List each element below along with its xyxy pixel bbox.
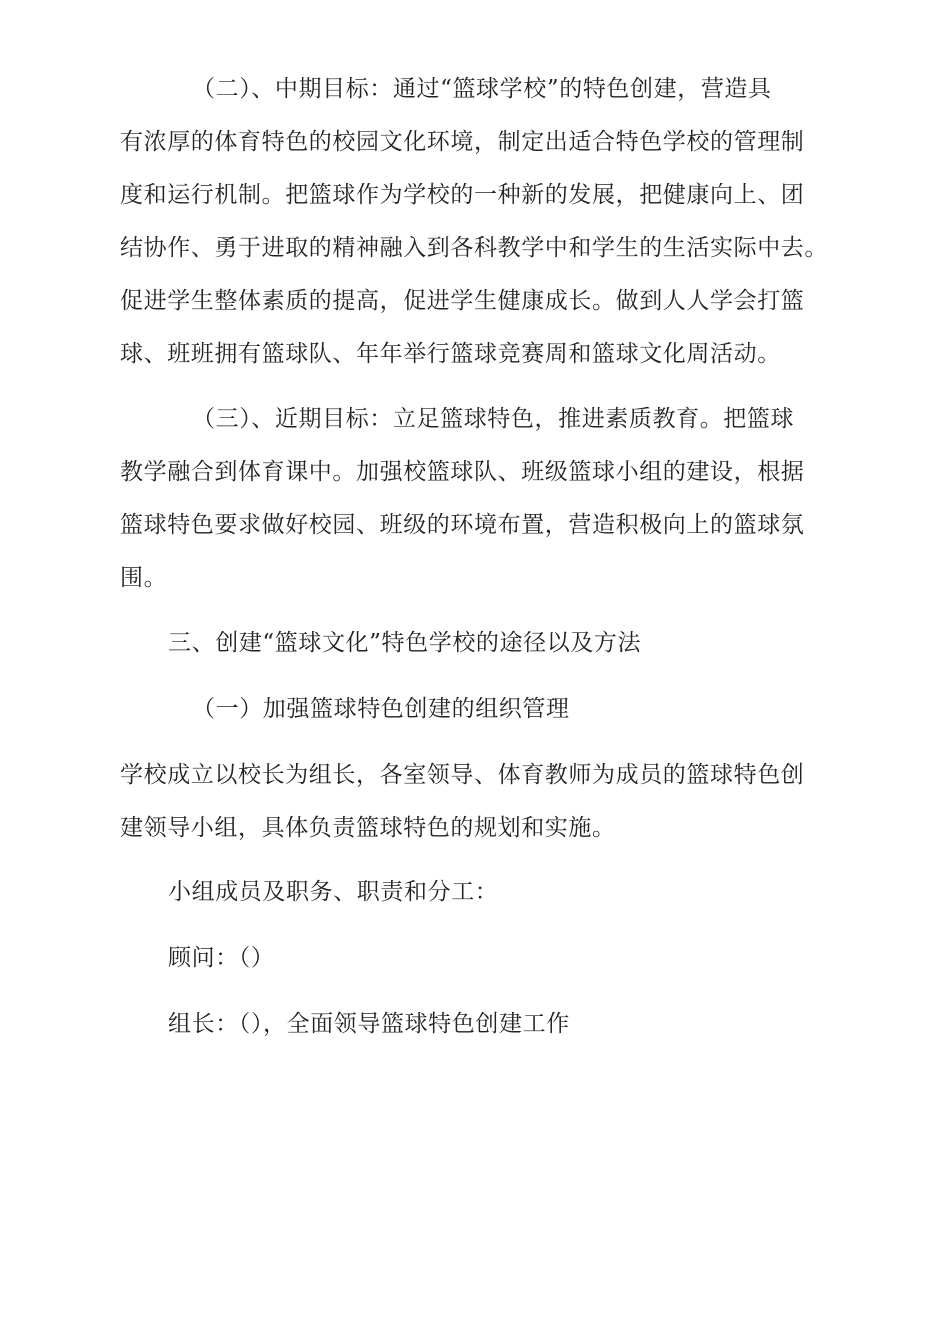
text-line: 促进学生整体素质的提高，促进学生健康成长。做到人人学会打篮 (120, 288, 805, 314)
text-line: 球、班班拥有篮球队、年年举行篮球竞赛周和篮球文化周活动。 (120, 341, 781, 367)
text-line: （二）、中期目标：通过“篮球学校”的特色创建，营造具 (192, 76, 772, 102)
subsection-heading: （一）加强篮球特色创建的组织管理 (192, 696, 570, 722)
text-line: 建领导小组，具体负责篮球特色的规划和实施。 (120, 815, 616, 841)
text-line: 组长：（），全面领导篮球特色创建工作 (168, 1011, 570, 1037)
text-line: 围。 (120, 565, 168, 591)
text-line: 度和运行机制。把篮球作为学校的一种新的发展，把健康向上、团 (120, 182, 805, 208)
text-line: 小组成员及职务、职责和分工： (168, 879, 499, 905)
section-heading: 三、创建“篮球文化”特色学校的途径以及方法 (168, 630, 642, 656)
text-line: 有浓厚的体育特色的校园文化环境，制定出适合特色学校的管理制 (120, 129, 805, 155)
text-line: 顾问：（） (168, 945, 275, 971)
text-line: 学校成立以校长为组长，各室领导、体育教师为成员的篮球特色创 (120, 762, 805, 788)
text-line: （三）、近期目标：立足篮球特色，推进素质教育。把篮球 (192, 406, 795, 432)
text-line: 篮球特色要求做好校园、班级的环境布置，营造积极向上的篮球氛 (120, 512, 805, 538)
text-line: 结协作、勇于进取的精神融入到各科教学中和学生的生活实际中去。 (120, 235, 828, 261)
text-line: 教学融合到体育课中。加强校篮球队、班级篮球小组的建设，根据 (120, 459, 805, 485)
